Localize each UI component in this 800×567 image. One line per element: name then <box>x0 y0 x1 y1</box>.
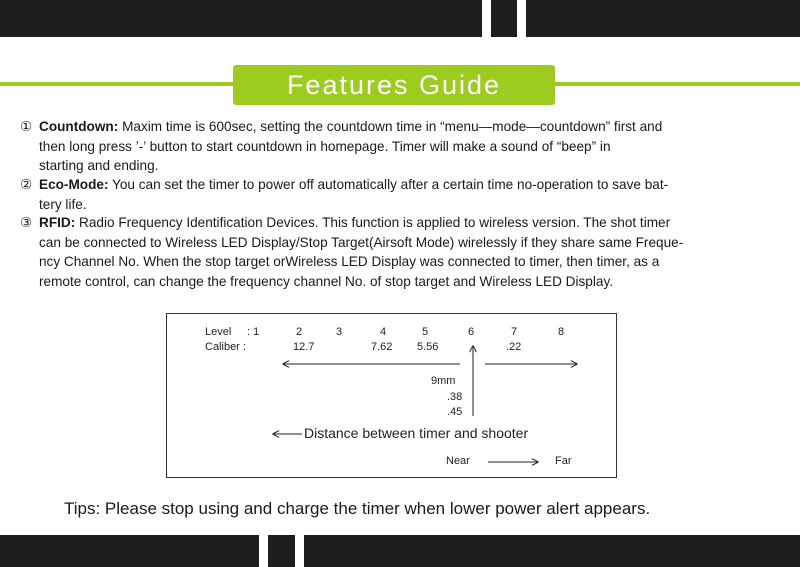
feature-text: You can set the timer to power off automatically after a certain time no-operation to save bat- <box>112 177 669 192</box>
bottom-bar-gap <box>259 535 268 567</box>
top-bar-gap <box>482 0 491 37</box>
stack-caliber: .38 <box>447 391 463 403</box>
caliber-value: 7.62 <box>371 341 393 353</box>
stack-caliber: .45 <box>447 406 463 418</box>
caliber-value: 5.56 <box>417 341 439 353</box>
feature-text: can be connected to Wireless LED Display/Stop Target(Airsoft Mode) wirelessly if they share same Freque- <box>39 234 684 250</box>
feature-countdown <box>20 117 796 176</box>
level-value: 7 <box>511 326 518 338</box>
feature-text: tery life. <box>39 196 87 212</box>
feature-label: RFID: <box>39 215 76 230</box>
feature-number: ② <box>20 177 33 192</box>
level-value: 6 <box>468 326 475 338</box>
near-label: Near <box>446 455 470 467</box>
top-bar-gap <box>517 0 526 37</box>
feature-number: ③ <box>20 215 33 230</box>
feature-text: remote control, can change the frequency channel No. of stop target and Wireless LED Display. <box>39 273 614 289</box>
feature-eco-mode <box>20 175 796 214</box>
distance-label: Distance between timer and shooter <box>304 425 529 441</box>
far-label: Far <box>555 455 572 467</box>
feature-number: ① <box>20 119 33 134</box>
level-value: : 1 <box>247 326 260 338</box>
feature-label: Countdown: <box>39 119 119 134</box>
stack-caliber: 9mm <box>431 375 456 387</box>
caliber-value: .22 <box>506 341 522 353</box>
level-value: 5 <box>422 326 429 338</box>
sensitivity-diagram <box>166 313 617 478</box>
level-value: 8 <box>558 326 565 338</box>
feature-text: starting and ending. <box>39 158 159 173</box>
level-value: 3 <box>336 326 343 338</box>
feature-text: ncy Channel No. When the stop target orWireless LED Display was connected to timer, then timer, as a <box>39 254 660 269</box>
level-value: 4 <box>380 326 387 338</box>
diagram-arrows <box>167 314 618 479</box>
feature-text: then long press ’-’ button to start countdown in homepage. Timer will make a sound of “beep” in <box>39 138 611 154</box>
feature-text: Radio Frequency Identification Devices. This function is applied to wireless version. The shot timer <box>79 215 671 230</box>
top-dark-bar <box>0 0 800 37</box>
tips-text: Tips: Please stop using and charge the timer when lower power alert appears. <box>64 499 651 518</box>
feature-text: Maxim time is 600sec, setting the countdown time in “menu—mode—countdown” first and <box>122 119 663 134</box>
bottom-bar-gap <box>295 535 304 567</box>
caliber-label: Caliber : <box>205 341 246 353</box>
feature-label: Eco-Mode: <box>39 177 109 192</box>
level-value: 2 <box>296 326 303 338</box>
page-title: Features Guide <box>233 65 555 105</box>
caliber-value: 12.7 <box>293 341 315 353</box>
bottom-dark-bar <box>0 535 800 567</box>
level-label: Level <box>205 326 232 338</box>
feature-rfid <box>20 213 796 291</box>
